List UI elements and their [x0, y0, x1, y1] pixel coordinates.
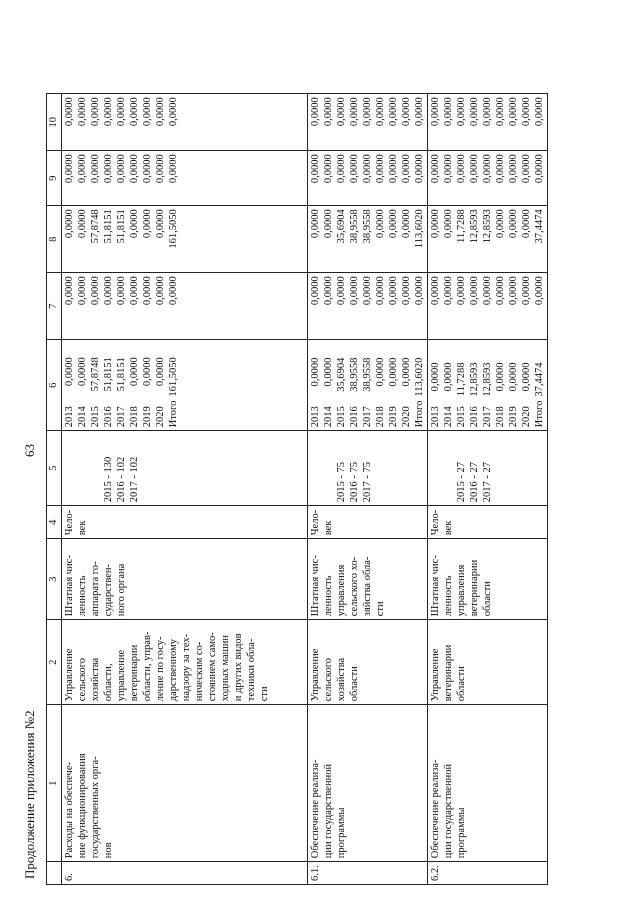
row-number: 6. [62, 862, 308, 885]
unit: Чело- век [308, 506, 428, 539]
indicator-values: 2015 - 27 2016 - 27 2017 - 27 [428, 431, 548, 506]
regional-values: 0,0000 0,0000 35,6904 38,9558 38,9558 0,0000 0,0000 0,0000 113,6020 [308, 206, 428, 273]
header-row [47, 94, 62, 885]
indicator-name: Штатная чис- ленность управления сельского хо- зяйства обла- сти [308, 539, 428, 620]
year-list: 2013 2014 2015 2016 2017 2018 2019 2020 Итого [310, 400, 425, 428]
indicator-values: 2015 - 130 2016 - 102 2017 - 102 [62, 431, 308, 506]
total-values: 0,0000 0,0000 57,8748 51,8151 51,8151 0,0000 0,0000 0,0000 161,5050 [64, 357, 179, 397]
appendix-label: Продолжение приложения №2 [22, 710, 37, 879]
header-cell-7: 7 [47, 273, 62, 340]
federal-values: 0,0000 0,0000 0,0000 0,0000 0,0000 0,0000 0,0000 0,0000 0,0000 [428, 273, 548, 340]
header-cell-3: 3 [47, 539, 62, 620]
indicator-name: Штатная чис- ленность управления ветеринарии области [428, 539, 548, 620]
local-values: 0,0000 0,0000 0,0000 0,0000 0,0000 0,0000 0,0000 0,0000 0,0000 [62, 151, 308, 206]
header-cell-4: 4 [47, 506, 62, 539]
header-cell-8: 8 [47, 206, 62, 273]
regional-values: 0,0000 0,0000 11,7288 12,8593 12,8593 0,0000 0,0000 0,0000 37,4474 [428, 206, 548, 273]
local-values: 0,0000 0,0000 0,0000 0,0000 0,0000 0,0000 0,0000 0,0000 0,0000 [428, 151, 548, 206]
indicator-values: 2015 - 75 2016 - 75 2017 - 75 [308, 431, 428, 506]
header-cell-1: 1 [47, 705, 62, 862]
years-and-totals [428, 340, 548, 431]
header-cell-10: 10 [47, 94, 62, 151]
row-number: 6.1. [308, 862, 428, 885]
measure-name: Обеспечение реализа- ции государственной программы [308, 705, 428, 862]
other-values: 0,0000 0,0000 0,0000 0,0000 0,0000 0,0000 0,0000 0,0000 0,0000 [62, 94, 308, 151]
header-cell-2: 2 [47, 620, 62, 705]
regional-values: 0,0000 0,0000 57,8748 51,8151 51,8151 0,0000 0,0000 0,0000 161,5050 [62, 206, 308, 273]
unit: Чело- век [428, 506, 548, 539]
table-row [308, 94, 428, 885]
table-row [62, 94, 308, 885]
header-cell-6: 6 [47, 340, 62, 431]
federal-values: 0,0000 0,0000 0,0000 0,0000 0,0000 0,0000 0,0000 0,0000 0,0000 [308, 273, 428, 340]
header-cell-9: 9 [47, 151, 62, 206]
header-cell-num [47, 862, 62, 885]
header-cell-5: 5 [47, 431, 62, 506]
measure-name: Обеспечение реализа- ции государственной программы [428, 705, 548, 862]
years-and-totals [308, 340, 428, 431]
page-number: 63 [22, 444, 37, 457]
years-and-totals [62, 340, 308, 431]
table-row [428, 94, 548, 885]
federal-values: 0,0000 0,0000 0,0000 0,0000 0,0000 0,0000 0,0000 0,0000 0,0000 [62, 273, 308, 340]
row-number: 6.2. [428, 862, 548, 885]
total-values: 0,0000 0,0000 35,6904 38,9558 38,9558 0,0000 0,0000 0,0000 113,6020 [310, 357, 425, 397]
responsible-body: Управление сельского хозяйства области [308, 620, 428, 705]
responsible-body: Управление ветеринарии области [428, 620, 548, 705]
measure-name: Расходы на обеспече- ние функционирования государственных орга- нов [62, 705, 308, 862]
indicator-name: Штатная чис- ленность аппарата го- сударствен- ного органа [62, 539, 308, 620]
other-values: 0,0000 0,0000 0,0000 0,0000 0,0000 0,0000 0,0000 0,0000 0,0000 [428, 94, 548, 151]
total-values: 0,0000 0,0000 11,7288 12,8593 12,8593 0,0000 0,0000 0,0000 37,4474 [430, 362, 545, 397]
year-list: 2013 2014 2015 2016 2017 2018 2019 2020 Итого [430, 400, 545, 428]
other-values: 0,0000 0,0000 0,0000 0,0000 0,0000 0,0000 0,0000 0,0000 0,0000 [308, 94, 428, 151]
local-values: 0,0000 0,0000 0,0000 0,0000 0,0000 0,0000 0,0000 0,0000 0,0000 [308, 151, 428, 206]
budget-table [46, 93, 548, 885]
year-list: 2013 2014 2015 2016 2017 2018 2019 2020 Итого [64, 400, 179, 428]
responsible-body: Управление сельского хозяйства области, управление ветеринарии области, управ- ление по госу- дарственному надзору за тех- ническим со- стоянием само- ходных машин и других видов техники обла- сти [62, 620, 308, 705]
unit: Чело- век [62, 506, 308, 539]
